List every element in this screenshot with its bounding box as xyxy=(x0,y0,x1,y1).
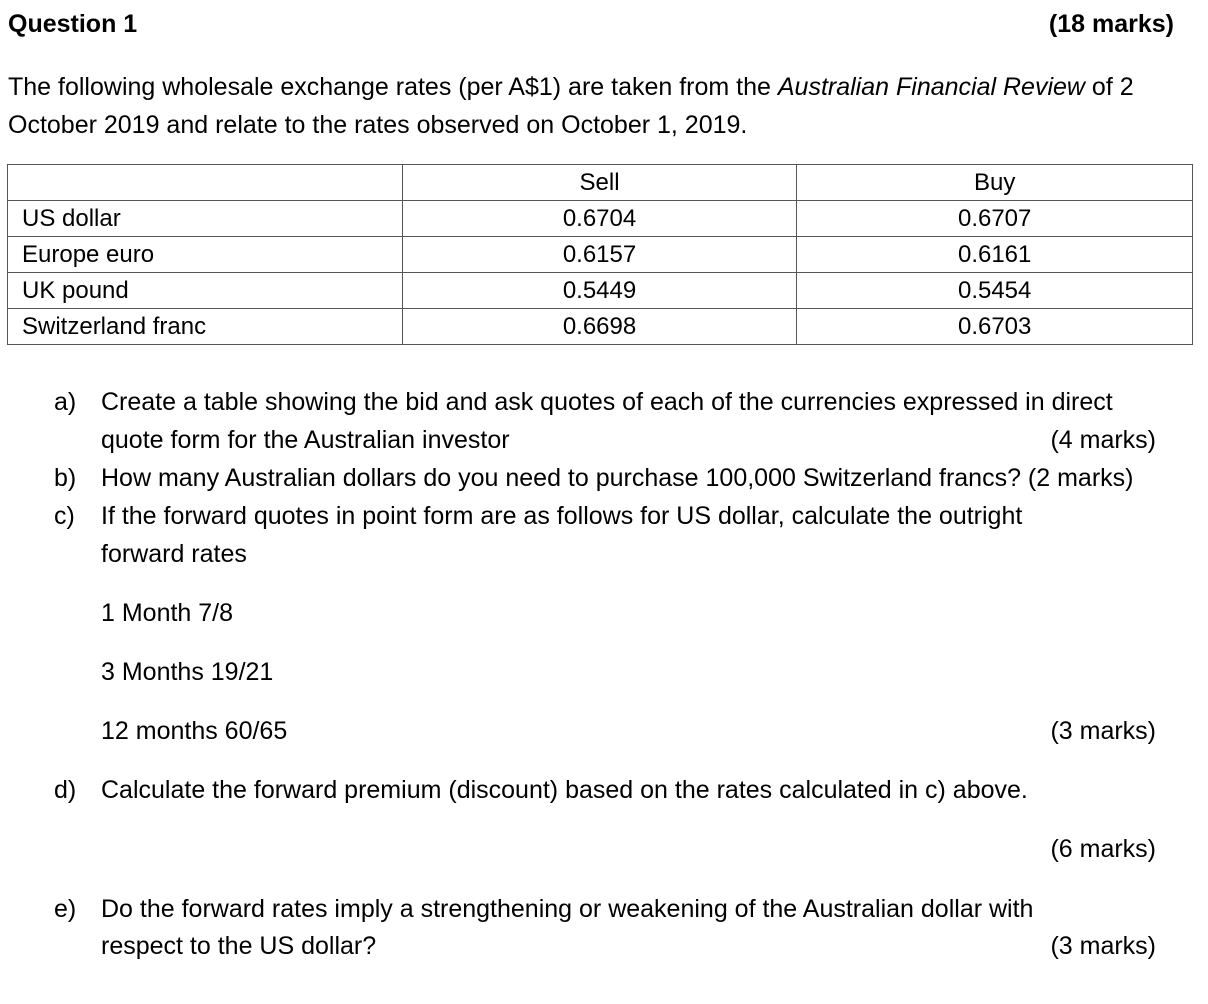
buy-rate: 0.6707 xyxy=(797,201,1193,237)
part-e-text-line1: Do the forward rates imply a strengthening or weakening of the Australian dollar with xyxy=(101,895,1034,923)
part-b-label: b) xyxy=(54,464,77,492)
table-header-buy: Buy xyxy=(797,165,1193,201)
question-title: Question 1 xyxy=(8,10,138,38)
part-a-label: a) xyxy=(54,388,77,416)
sell-rate: 0.6704 xyxy=(402,201,797,237)
part-c-label: c) xyxy=(54,502,75,530)
currency-name: Switzerland franc xyxy=(8,309,403,345)
intro-source-title: Australian Financial Review xyxy=(777,73,1085,101)
table-header-sell: Sell xyxy=(402,165,797,201)
part-c-text-line2: forward rates xyxy=(101,540,247,568)
forward-quote-1-month: 1 Month 7/8 xyxy=(101,599,234,627)
buy-rate: 0.5454 xyxy=(797,273,1193,309)
part-c-text-line1: If the forward quotes in point form are as follows for US dollar, calculate the outright xyxy=(101,502,1023,530)
part-a-text-line2: quote form for the Australian investor xyxy=(101,426,510,454)
sell-rate: 0.6157 xyxy=(402,237,797,273)
part-a-marks: (4 marks) xyxy=(1050,426,1156,454)
part-c-marks: (3 marks) xyxy=(1050,717,1156,745)
currency-name: UK pound xyxy=(8,273,403,309)
forward-quote-12-months: 12 months 60/65 xyxy=(101,717,288,745)
part-d-marks: (6 marks) xyxy=(1050,835,1156,863)
forward-quote-3-months: 3 Months 19/21 xyxy=(101,658,274,686)
part-d-label: d) xyxy=(54,776,77,804)
buy-rate: 0.6703 xyxy=(797,309,1193,345)
exchange-rates-table xyxy=(7,164,1193,345)
part-b-text: How many Australian dollars do you need to purchase 100,000 Switzerland francs? (2 marks) xyxy=(101,464,1134,492)
sell-rate: 0.5449 xyxy=(402,273,797,309)
part-a-text-line1: Create a table showing the bid and ask quotes of each of the currencies expressed in direct xyxy=(101,388,1113,416)
part-e-text-line2: respect to the US dollar? xyxy=(101,932,377,960)
table-row xyxy=(8,273,1193,309)
part-e-marks: (3 marks) xyxy=(1050,932,1156,960)
table-header-row xyxy=(8,165,1193,201)
buy-rate: 0.6161 xyxy=(797,237,1193,273)
question-intro xyxy=(8,68,1198,144)
table-header-cell xyxy=(8,165,403,201)
intro-text-start: The following wholesale exchange rates (per A$1) are taken from the xyxy=(8,73,778,101)
table-row xyxy=(8,309,1193,345)
part-e-label: e) xyxy=(54,895,77,923)
currency-name: Europe euro xyxy=(8,237,403,273)
part-d-text: Calculate the forward premium (discount) based on the rates calculated in c) above. xyxy=(101,776,1028,804)
sell-rate: 0.6698 xyxy=(402,309,797,345)
table-row xyxy=(8,237,1193,273)
intro-text-end: of 2 October 2019 and relate to the rates observed on October 1, 2019. xyxy=(8,73,1134,139)
table-row xyxy=(8,201,1193,237)
currency-name: US dollar xyxy=(8,201,403,237)
question-total-marks: (18 marks) xyxy=(1048,10,1174,38)
